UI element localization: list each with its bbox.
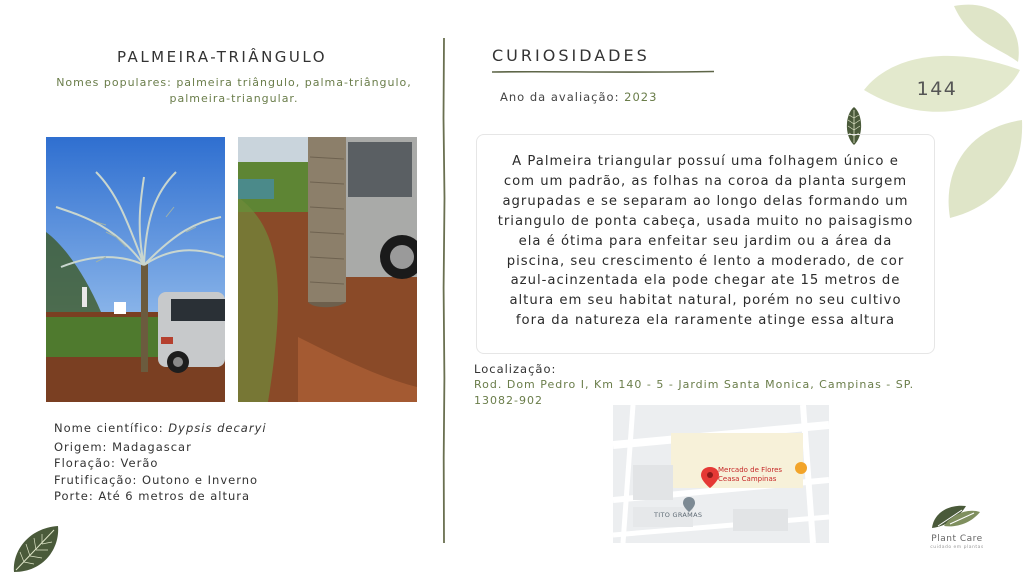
year-label: Ano da avaliação: <box>500 90 625 104</box>
description-line: azul-acinzentada ela pode chegar ate 15 metros de <box>510 273 901 289</box>
scientific-name-label: Nome científico: <box>54 421 169 435</box>
description-text <box>478 152 933 331</box>
popular-names <box>38 75 430 107</box>
description-line: fora da natureza ela raramente atinge essa altura <box>515 313 896 329</box>
trunk-photo <box>238 137 417 402</box>
plant-facts <box>54 420 267 505</box>
plant-size: Porte: Até 6 metros de altura <box>54 489 251 503</box>
bottom-leaf-icon <box>8 522 62 576</box>
popular-names-line-2: palmeira-triangular. <box>169 92 299 105</box>
palm-photo <box>46 137 225 402</box>
description-line: ela é ótima para enfeitar seu jardim ou a área da <box>518 233 893 249</box>
map-poi-label: TITO GRAMAS <box>654 511 703 519</box>
plant-care-logo-icon <box>930 502 982 532</box>
evaluation-year <box>500 90 657 104</box>
map-place-line-1: Mercado de Flores <box>718 466 783 474</box>
description-line: A Palmeira triangular possuí uma folhagem único e <box>512 154 899 169</box>
description-line: agrupadas e se separam ao longo delas formando um <box>502 193 909 209</box>
origin: Origem: Madagascar <box>54 439 192 454</box>
location-label: Localização: <box>474 362 557 376</box>
scientific-name-value: Dypsis decaryi <box>168 421 267 435</box>
plant-title: PALMEIRA-TRIÂNGULO <box>116 48 328 66</box>
title-underline <box>492 70 714 74</box>
logo-tagline: cuidado em plantas <box>930 545 984 550</box>
location-address <box>474 377 944 408</box>
description-line: triangulo de ponta cabeça, usada muito no paisagismo <box>497 213 914 229</box>
scientific-name <box>54 420 267 437</box>
logo-name: Plant Care <box>931 534 983 544</box>
flowering: Floração: Verão <box>54 456 159 470</box>
page-number: 144 <box>916 78 958 100</box>
year-value: 2023 <box>624 90 658 104</box>
description-line: piscina, seu crescimento é lento a moderado, de cor <box>506 253 905 269</box>
description-line: com um padrão, as folhas na coroa da planta surgem <box>503 173 908 189</box>
fruiting: Frutificação: Outono e Inverno <box>54 472 259 487</box>
curiosities-title: CURIOSIDADES <box>492 46 650 65</box>
map-place-line-2: Ceasa Campinas <box>718 475 777 483</box>
vertical-divider <box>442 38 446 543</box>
description-line: altura em seu habitat natural, porém no seu cultivo <box>509 293 902 309</box>
address-line-2: 13082-902 <box>474 393 543 407</box>
map-place-label <box>718 466 782 484</box>
popular-names-line-1: Nomes populares: palmeira triângulo, palma-triângulo, <box>56 76 412 89</box>
address-line-1: Rod. Dom Pedro I, Km 140 - 5 - Jardim Santa Monica, Campinas - SP. <box>474 378 915 391</box>
location-map[interactable] <box>613 405 829 543</box>
